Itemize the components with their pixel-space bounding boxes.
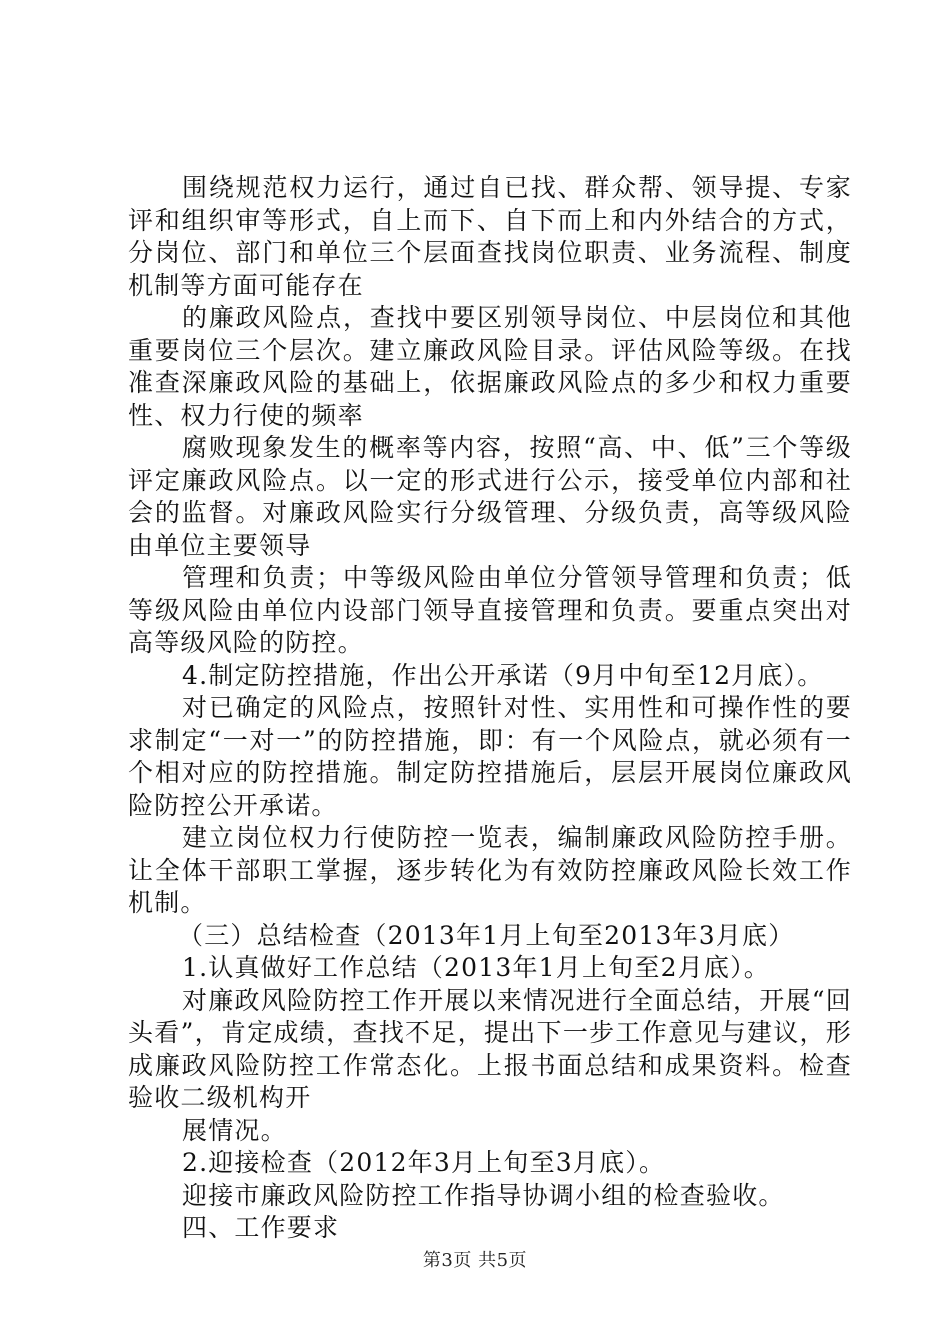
section-heading-4: 4.制定防控措施，作出公开承诺（9月中旬至12月底）。 bbox=[182, 660, 824, 690]
subsection-heading-1: 1.认真做好工作总结（2013年1月上旬至2月底）。 bbox=[182, 953, 770, 982]
paragraph-2: 的廉政风险点，查找中要区别领导岗位、中层岗位和其他重要岗位三个层次。建立廉政风险目录。评估风险等级。在找准查深廉政风险的基础上，依据廉政风险点的多少和权力重要性、权力行使的频率 bbox=[128, 303, 852, 430]
paragraph-9: 迎接市廉政风险防控工作指导协调小组的检查验收。 bbox=[182, 1180, 785, 1210]
paragraph-4: 管理和负责；中等级风险由单位分管领导管理和负责；低等级风险由单位内设部门领导直接管理和负责。要重点突出对高等级风险的防控。 bbox=[128, 563, 852, 657]
document-body bbox=[128, 172, 852, 1245]
subsection-heading-2: 2.迎接检查（2012年3月上旬至3月底）。 bbox=[182, 1148, 666, 1177]
paragraph-1: 围绕规范权力运行，通过自已找、群众帮、领导提、专家评和组织审等形式，自上而下、自下而上和内外结合的方式，分岗位、部门和单位三个层面查找岗位职责、业务流程、制度机制等方面可能存在 bbox=[128, 173, 852, 300]
page-footer: 第3页 共5页 bbox=[422, 1250, 528, 1271]
paragraph-5: 对已确定的风险点，按照针对性、实用性和可操作性的要求制定“一对一”的防控措施，即：有一个风险点，就必须有一个相对应的防控措施。制定防控措施后，层层开展岗位廉政风险防控公开承诺。 bbox=[128, 693, 852, 820]
section-heading-four: 四、工作要求 bbox=[182, 1213, 340, 1242]
paragraph-6: 建立岗位权力行使防控一览表，编制廉政风险防控手册。让全体干部职工掌握，逐步转化为有效防控廉政风险长效工作机制。 bbox=[128, 823, 852, 917]
paragraph-8: 展情况。 bbox=[182, 1115, 287, 1145]
section-heading-3: （三）总结检查（2013年1月上旬至2013年3月底） bbox=[178, 920, 795, 950]
paragraph-7: 对廉政风险防控工作开展以来情况进行全面总结，开展“回头看”，肯定成绩，查找不足，提出下一步工作意见与建议，形成廉政风险防控工作常态化。上报书面总结和成果资料。检查验收二级机构开 bbox=[128, 985, 852, 1112]
paragraph-3: 腐败现象发生的概率等内容，按照“高、中、低”三个等级评定廉政风险点。以一定的形式进行公示，接受单位内部和社会的监督。对廉政风险实行分级管理、分级负责，高等级风险由单位主要领导 bbox=[128, 433, 852, 560]
